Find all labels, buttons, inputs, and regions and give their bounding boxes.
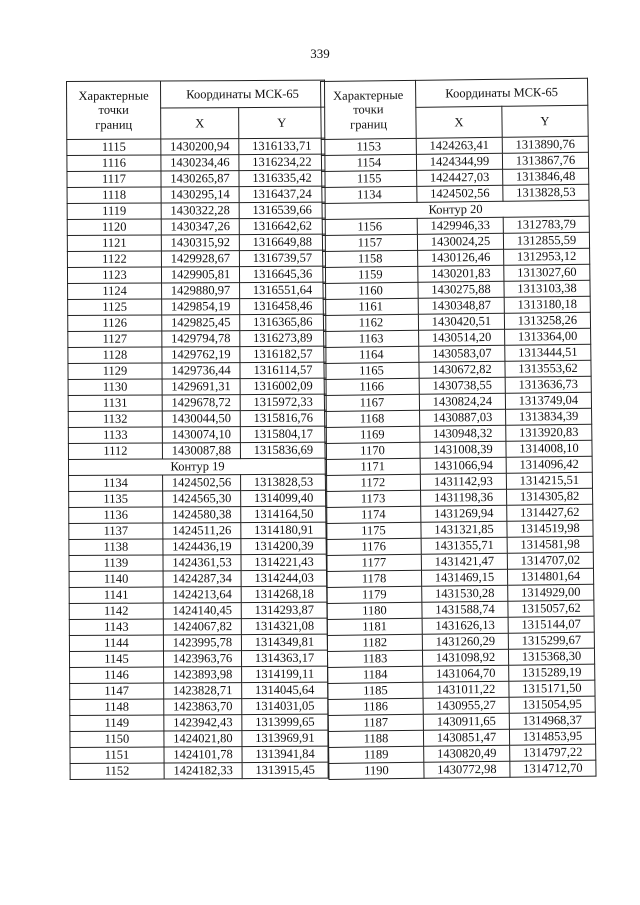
y-coordinate-cell: 1313846,48: [503, 168, 589, 185]
x-coordinate-cell: 1431008,39: [420, 441, 506, 458]
y-coordinate-cell: 1316335,42: [239, 170, 325, 186]
y-coordinate-cell: 1314244,03: [241, 570, 327, 586]
point-number-cell: 1153: [321, 138, 416, 155]
y-coordinate-cell: 1314199,11: [242, 666, 328, 682]
table-row: [69, 506, 327, 523]
y-coordinate-cell: 1314031,05: [242, 698, 328, 714]
x-coordinate-cell: 1430583,07: [419, 345, 505, 362]
table-row: [68, 282, 326, 299]
header-coordinates: Координаты МСК-65: [161, 80, 325, 108]
table-row: [70, 714, 328, 731]
table-row: [68, 362, 326, 379]
x-coordinate-cell: 1430772,98: [424, 761, 510, 778]
x-coordinate-cell: 1430420,51: [418, 313, 504, 330]
x-coordinate-cell: 1430820,49: [424, 745, 510, 762]
x-coordinate-cell: 1430126,46: [418, 249, 504, 266]
table-row: [70, 746, 328, 763]
y-coordinate-cell: 1316437,24: [239, 186, 325, 202]
point-number-cell: 1149: [70, 715, 164, 731]
y-coordinate-cell: 1313027,60: [504, 264, 590, 281]
y-coordinate-cell: 1316273,89: [240, 330, 326, 346]
x-coordinate-cell: 1430044,50: [162, 411, 240, 427]
y-coordinate-cell: 1314853,95: [509, 728, 595, 745]
x-coordinate-cell: 1424021,80: [164, 731, 242, 747]
table-row: [70, 666, 328, 683]
header-points-line2: точки: [98, 102, 129, 118]
point-number-cell: 1187: [328, 714, 423, 731]
y-coordinate-cell: 1316642,62: [239, 218, 325, 234]
x-coordinate-cell: 1424427,03: [417, 169, 503, 186]
table-row: [68, 442, 326, 459]
table-row: [69, 538, 327, 555]
y-coordinate-cell: 1314707,02: [507, 552, 593, 569]
y-coordinate-cell: 1314968,37: [509, 712, 595, 729]
y-coordinate-cell: 1314363,17: [241, 650, 327, 666]
x-coordinate-cell: 1431269,94: [421, 505, 507, 522]
point-number-cell: 1184: [328, 666, 423, 683]
x-coordinate-cell: 1424287,34: [163, 571, 241, 587]
x-coordinate-cell: 1430024,25: [417, 233, 503, 250]
x-coordinate-cell: 1424182,33: [164, 763, 242, 779]
y-coordinate-cell: 1314268,18: [241, 586, 327, 602]
y-coordinate-cell: 1313941,84: [242, 746, 328, 762]
x-coordinate-cell: 1431469,15: [421, 569, 507, 586]
table-row: [70, 730, 328, 747]
y-coordinate-cell: 1314045,64: [242, 682, 328, 698]
table-row: [68, 346, 326, 363]
y-coordinate-cell: 1316114,57: [240, 362, 326, 378]
point-number-cell: 1179: [327, 586, 422, 603]
point-number-cell: 1181: [327, 618, 422, 635]
y-coordinate-cell: 1315299,67: [508, 632, 594, 649]
x-coordinate-cell: 1423893,98: [164, 667, 242, 683]
coordinates-table-right: [320, 78, 597, 780]
x-coordinate-cell: 1430948,32: [420, 425, 506, 442]
x-coordinate-cell: 1423995,78: [163, 635, 241, 651]
y-coordinate-cell: 1314581,98: [507, 536, 593, 553]
coordinates-table-left: [66, 80, 329, 780]
point-number-cell: 1173: [326, 490, 421, 507]
point-number-cell: 1152: [70, 763, 164, 779]
table-row: [69, 474, 327, 491]
x-coordinate-cell: 1423963,76: [163, 651, 241, 667]
x-coordinate-cell: 1431064,70: [423, 665, 509, 682]
y-coordinate-cell: 1313364,00: [505, 328, 591, 345]
point-number-cell: 1155: [322, 170, 417, 187]
header-x: X: [416, 106, 502, 138]
x-coordinate-cell: 1431355,71: [421, 537, 507, 554]
x-coordinate-cell: 1429794,78: [162, 331, 240, 347]
y-coordinate-cell: 1313999,65: [242, 714, 328, 730]
y-coordinate-cell: 1314801,64: [507, 568, 593, 585]
x-coordinate-cell: 1423942,43: [164, 715, 242, 731]
point-number-cell: 1151: [70, 747, 164, 763]
point-number-cell: 1174: [326, 506, 421, 523]
x-coordinate-cell: 1430738,55: [419, 377, 505, 394]
x-coordinate-cell: 1424140,45: [163, 603, 241, 619]
y-coordinate-cell: 1313828,53: [503, 184, 589, 201]
y-coordinate-cell: 1315057,62: [508, 600, 594, 617]
y-coordinate-cell: 1313915,45: [242, 762, 328, 778]
table-row: [69, 522, 327, 539]
y-coordinate-cell: 1315368,30: [508, 648, 594, 665]
x-coordinate-cell: 1429678,72: [162, 395, 240, 411]
y-coordinate-cell: 1313180,18: [504, 296, 590, 313]
x-coordinate-cell: 1431588,74: [422, 601, 508, 618]
y-coordinate-cell: 1315054,95: [509, 696, 595, 713]
table-row: [69, 570, 327, 587]
point-number-cell: 1150: [70, 731, 164, 747]
y-coordinate-cell: 1316458,46: [240, 298, 326, 314]
point-number-cell: 1131: [68, 395, 162, 411]
x-coordinate-cell: 1429762,19: [162, 347, 240, 363]
point-number-cell: 1169: [325, 426, 420, 443]
y-coordinate-cell: 1315804,17: [240, 426, 326, 442]
x-coordinate-cell: 1430887,03: [420, 409, 506, 426]
x-coordinate-cell: 1431626,13: [422, 617, 508, 634]
header-boundary-points: [67, 81, 161, 139]
x-coordinate-cell: 1430234,46: [161, 155, 239, 171]
x-coordinate-cell: 1424361,53: [163, 555, 241, 571]
point-number-cell: 1125: [68, 299, 162, 315]
header-points-line1: Характерные: [333, 87, 404, 103]
point-number-cell: 1160: [323, 282, 418, 299]
table-row: [68, 298, 326, 315]
x-coordinate-cell: 1429905,81: [161, 267, 239, 283]
point-number-cell: 1180: [327, 602, 422, 619]
point-number-cell: 1172: [325, 474, 420, 491]
y-coordinate-cell: 1313749,04: [505, 392, 591, 409]
point-number-cell: 1161: [323, 298, 418, 315]
x-coordinate-cell: 1424580,38: [163, 507, 241, 523]
point-number-cell: 1157: [322, 234, 417, 251]
x-coordinate-cell: 1430347,26: [161, 219, 239, 235]
point-number-cell: 1128: [68, 347, 162, 363]
y-coordinate-cell: 1315836,69: [240, 442, 326, 458]
x-coordinate-cell: 1424263,41: [416, 137, 502, 154]
x-coordinate-cell: 1424502,56: [163, 475, 241, 491]
x-coordinate-cell: 1429880,97: [162, 283, 240, 299]
table-row: [67, 202, 325, 219]
table-row: [69, 602, 327, 619]
point-number-cell: 1185: [328, 682, 423, 699]
x-coordinate-cell: 1431066,94: [420, 457, 506, 474]
point-number-cell: 1141: [69, 587, 163, 603]
point-number-cell: 1135: [69, 491, 163, 507]
point-number-cell: 1130: [68, 379, 162, 395]
point-number-cell: 1129: [68, 363, 162, 379]
x-coordinate-cell: 1430955,27: [423, 697, 509, 714]
x-coordinate-cell: 1429946,33: [417, 217, 503, 234]
y-coordinate-cell: 1316649,88: [239, 234, 325, 250]
x-coordinate-cell: 1431321,85: [421, 521, 507, 538]
table-row: [68, 426, 326, 443]
point-number-cell: 1145: [69, 651, 163, 667]
table-row: [69, 554, 327, 571]
x-coordinate-cell: 1424344,99: [416, 153, 502, 170]
point-number-cell: 1162: [323, 314, 418, 331]
table-row: [68, 394, 326, 411]
x-coordinate-cell: 1429854,19: [162, 299, 240, 315]
x-coordinate-cell: 1430315,92: [161, 235, 239, 251]
y-coordinate-cell: 1312783,79: [503, 216, 589, 233]
point-number-cell: 1165: [324, 362, 419, 379]
header-x: X: [161, 108, 239, 139]
y-coordinate-cell: 1313636,73: [505, 376, 591, 393]
y-coordinate-cell: 1316002,09: [240, 378, 326, 394]
x-coordinate-cell: 1429691,31: [162, 379, 240, 395]
x-coordinate-cell: 1430275,88: [418, 281, 504, 298]
table-body-left: [67, 138, 328, 779]
x-coordinate-cell: 1430295,14: [161, 187, 239, 203]
point-number-cell: 1144: [69, 635, 163, 651]
table-row: [329, 760, 596, 779]
x-coordinate-cell: 1431421,47: [421, 553, 507, 570]
x-coordinate-cell: 1431011,22: [423, 681, 509, 698]
point-number-cell: 1163: [324, 330, 419, 347]
point-number-cell: 1158: [323, 250, 418, 267]
x-coordinate-cell: 1430322,28: [161, 203, 239, 219]
x-coordinate-cell: 1429825,45: [162, 315, 240, 331]
point-number-cell: 1167: [324, 394, 419, 411]
x-coordinate-cell: 1424502,56: [417, 185, 503, 202]
table-row: [67, 266, 325, 283]
y-coordinate-cell: 1315171,50: [509, 680, 595, 697]
x-coordinate-cell: 1424565,30: [163, 491, 241, 507]
y-coordinate-cell: 1314519,98: [507, 520, 593, 537]
x-coordinate-cell: 1424213,64: [163, 587, 241, 603]
y-coordinate-cell: 1314349,81: [241, 634, 327, 650]
x-coordinate-cell: 1430348,87: [418, 297, 504, 314]
y-coordinate-cell: 1315816,76: [240, 410, 326, 426]
contour-row: [68, 458, 326, 475]
header-y: Y: [502, 105, 588, 137]
point-number-cell: 1115: [67, 139, 161, 155]
point-number-cell: 1123: [67, 267, 161, 283]
y-coordinate-cell: 1314008,10: [506, 440, 592, 457]
y-coordinate-cell: 1314305,82: [507, 488, 593, 505]
point-number-cell: 1120: [67, 219, 161, 235]
point-number-cell: 1124: [68, 283, 162, 299]
x-coordinate-cell: 1429736,44: [162, 363, 240, 379]
table-row: [68, 410, 326, 427]
y-coordinate-cell: 1313834,39: [506, 408, 592, 425]
y-coordinate-cell: 1315972,33: [240, 394, 326, 410]
x-coordinate-cell: 1431198,36: [421, 489, 507, 506]
point-number-cell: 1164: [324, 346, 419, 363]
x-coordinate-cell: 1424101,78: [164, 747, 242, 763]
y-coordinate-cell: 1314200,39: [241, 538, 327, 554]
y-coordinate-cell: 1315289,19: [509, 664, 595, 681]
x-coordinate-cell: 1424511,26: [163, 523, 241, 539]
point-number-cell: 1175: [326, 522, 421, 539]
y-coordinate-cell: 1313890,76: [502, 136, 588, 153]
point-number-cell: 1190: [329, 762, 424, 779]
header-points-line1: Характерные: [78, 88, 149, 103]
y-coordinate-cell: 1313553,62: [505, 360, 591, 377]
x-coordinate-cell: 1430200,94: [161, 139, 239, 155]
table-row: [68, 330, 326, 347]
point-number-cell: 1112: [68, 443, 162, 459]
y-coordinate-cell: 1316645,36: [239, 266, 325, 282]
table-row: [67, 234, 325, 251]
point-number-cell: 1134: [322, 186, 417, 203]
point-number-cell: 1118: [67, 187, 161, 203]
point-number-cell: 1148: [70, 699, 164, 715]
y-coordinate-cell: 1313969,91: [242, 730, 328, 746]
table-row: [70, 682, 328, 699]
y-coordinate-cell: 1316234,22: [239, 154, 325, 170]
y-coordinate-cell: 1312953,12: [504, 248, 590, 265]
y-coordinate-cell: 1314099,40: [241, 490, 327, 506]
table-row: [70, 762, 328, 779]
x-coordinate-cell: 1430911,65: [423, 713, 509, 730]
point-number-cell: 1183: [327, 650, 422, 667]
y-coordinate-cell: 1316182,57: [240, 346, 326, 362]
point-number-cell: 1186: [328, 698, 423, 715]
point-number-cell: 1133: [68, 427, 162, 443]
y-coordinate-cell: 1316739,57: [239, 250, 325, 266]
point-number-cell: 1126: [68, 315, 162, 331]
table-row: [67, 170, 325, 187]
table-body-right: [321, 136, 596, 779]
x-coordinate-cell: 1424436,19: [163, 539, 241, 555]
page-number: 339: [310, 46, 330, 61]
point-number-cell: 1127: [68, 331, 162, 347]
table-row: [67, 186, 325, 203]
y-coordinate-cell: 1316551,64: [240, 282, 326, 298]
table-row: [69, 634, 327, 651]
point-number-cell: 1119: [67, 203, 161, 219]
y-coordinate-cell: 1313867,76: [502, 152, 588, 169]
point-number-cell: 1156: [322, 218, 417, 235]
y-coordinate-cell: 1314797,22: [510, 744, 596, 761]
y-coordinate-cell: 1314712,70: [510, 760, 596, 777]
x-coordinate-cell: 1423863,70: [164, 699, 242, 715]
header-points-line2: точки: [353, 102, 384, 117]
point-number-cell: 1168: [325, 410, 420, 427]
y-coordinate-cell: 1314215,51: [506, 472, 592, 489]
x-coordinate-cell: 1430851,47: [423, 729, 509, 746]
y-coordinate-cell: 1316133,71: [239, 138, 325, 154]
point-number-cell: 1147: [70, 683, 164, 699]
point-number-cell: 1116: [67, 155, 161, 171]
point-number-cell: 1122: [67, 251, 161, 267]
x-coordinate-cell: 1430074,10: [162, 427, 240, 443]
x-coordinate-cell: 1431260,29: [422, 633, 508, 650]
x-coordinate-cell: 1423828,71: [164, 683, 242, 699]
point-number-cell: 1170: [325, 442, 420, 459]
header-points-line3: границ: [349, 116, 388, 132]
x-coordinate-cell: 1430087,88: [162, 443, 240, 459]
x-coordinate-cell: 1431530,28: [422, 585, 508, 602]
table-row: [67, 154, 325, 171]
header-coordinates: Координаты МСК-65: [415, 78, 587, 107]
point-number-cell: 1137: [69, 523, 163, 539]
y-coordinate-cell: 1313103,38: [504, 280, 590, 297]
point-number-cell: 1134: [69, 475, 163, 491]
point-number-cell: 1139: [69, 555, 163, 571]
y-coordinate-cell: 1314180,91: [241, 522, 327, 538]
point-number-cell: 1159: [323, 266, 418, 283]
point-number-cell: 1121: [67, 235, 161, 251]
table-row: [67, 218, 325, 235]
table-row: [69, 650, 327, 667]
y-coordinate-cell: 1316539,66: [239, 202, 325, 218]
point-number-cell: 1138: [69, 539, 163, 555]
x-coordinate-cell: 1430672,82: [419, 361, 505, 378]
header-points-line3: границ: [95, 117, 133, 132]
point-number-cell: 1171: [325, 458, 420, 475]
y-coordinate-cell: 1313920,83: [506, 424, 592, 441]
y-coordinate-cell: 1314321,08: [241, 618, 327, 634]
y-coordinate-cell: 1313828,53: [241, 474, 327, 490]
point-number-cell: 1189: [329, 746, 424, 763]
x-coordinate-cell: 1430265,87: [161, 171, 239, 187]
point-number-cell: 1188: [328, 730, 423, 747]
y-coordinate-cell: 1313444,51: [505, 344, 591, 361]
y-coordinate-cell: 1312855,59: [503, 232, 589, 249]
table-row: [70, 698, 328, 715]
contour-label: Контур 19: [68, 458, 326, 475]
table-row: [68, 314, 326, 331]
point-number-cell: 1117: [67, 171, 161, 187]
header-y: Y: [239, 107, 325, 138]
table-row: [69, 586, 327, 603]
table-row: [69, 618, 327, 635]
x-coordinate-cell: 1430201,83: [418, 265, 504, 282]
x-coordinate-cell: 1424067,82: [163, 619, 241, 635]
y-coordinate-cell: 1315144,07: [508, 616, 594, 633]
table-row: [68, 378, 326, 395]
y-coordinate-cell: 1313258,26: [504, 312, 590, 329]
point-number-cell: 1166: [324, 378, 419, 395]
y-coordinate-cell: 1314293,87: [241, 602, 327, 618]
table-row: [67, 138, 325, 155]
point-number-cell: 1142: [69, 603, 163, 619]
point-number-cell: 1176: [326, 538, 421, 555]
y-coordinate-cell: 1314164,50: [241, 506, 327, 522]
point-number-cell: 1143: [69, 619, 163, 635]
point-number-cell: 1136: [69, 507, 163, 523]
y-coordinate-cell: 1314096,42: [506, 456, 592, 473]
x-coordinate-cell: 1431098,92: [422, 649, 508, 666]
point-number-cell: 1178: [326, 570, 421, 587]
point-number-cell: 1132: [68, 411, 162, 427]
x-coordinate-cell: 1430514,20: [419, 329, 505, 346]
x-coordinate-cell: 1431142,93: [420, 473, 506, 490]
point-number-cell: 1140: [69, 571, 163, 587]
point-number-cell: 1154: [321, 154, 416, 171]
point-number-cell: 1177: [326, 554, 421, 571]
contour-label: Контур 20: [322, 200, 589, 219]
x-coordinate-cell: 1429928,67: [161, 251, 239, 267]
x-coordinate-cell: 1430824,24: [419, 393, 505, 410]
y-coordinate-cell: 1314929,00: [508, 584, 594, 601]
point-number-cell: 1146: [70, 667, 164, 683]
y-coordinate-cell: 1314221,43: [241, 554, 327, 570]
table-row: [67, 250, 325, 267]
table-row: [69, 490, 327, 507]
y-coordinate-cell: 1314427,62: [507, 504, 593, 521]
y-coordinate-cell: 1316365,86: [240, 314, 326, 330]
header-boundary-points: [321, 80, 417, 139]
point-number-cell: 1182: [327, 634, 422, 651]
